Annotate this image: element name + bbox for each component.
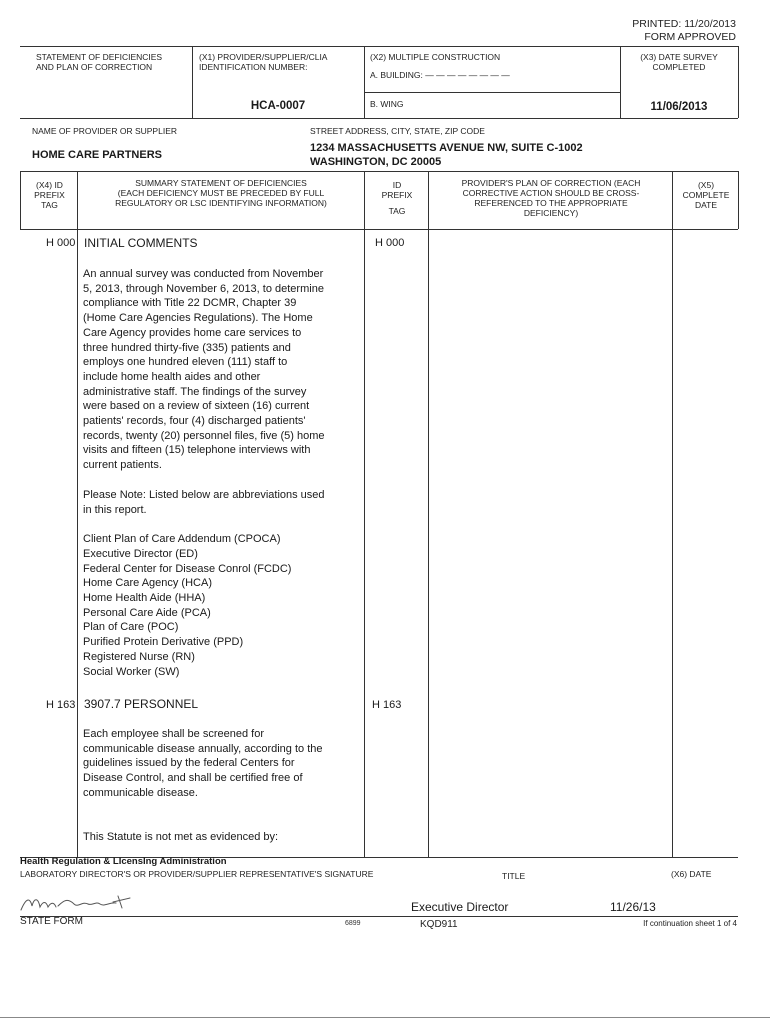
continuation-note: If continuation sheet 1 of 4 xyxy=(643,919,737,928)
abbrev-line: Executive Director (ED) xyxy=(83,547,198,560)
rule-col-right xyxy=(738,171,739,229)
personnel-title: 3907.7 PERSONNEL xyxy=(84,697,199,711)
form-number: 6899 xyxy=(345,920,361,927)
col-x5-header: (X5) COMPLETE DATE xyxy=(682,180,730,210)
statement-label: STATEMENT OF DEFICIENCIES AND PLAN OF CORRECTION xyxy=(36,52,163,72)
survey-completed-date: 11/06/2013 xyxy=(650,101,708,113)
abbrev-line: Purified Protein Derivative (PPD) xyxy=(83,636,244,649)
col-x4-header: (X4) ID PREFIX TAG xyxy=(34,180,65,210)
initial-comments-title: INITIAL COMMENTS xyxy=(84,236,198,250)
abbrev-line: Personal Care Aide (PCA) xyxy=(83,606,211,619)
text-line: communicable disease. xyxy=(83,786,198,799)
text-line: (Home Care Agencies Regulations). The Home xyxy=(83,312,313,325)
text-line: Each employee shall be screened for xyxy=(83,728,264,740)
x3-label: (X3) DATE SURVEY COMPLETED xyxy=(640,52,718,72)
col-tag-header: TAG xyxy=(388,206,406,216)
rule-columns-top xyxy=(20,171,738,172)
rule-top xyxy=(20,46,738,47)
text-line: Disease Control, and shall be certified free of xyxy=(83,772,303,785)
tag-h000-right: H 000 xyxy=(375,237,405,249)
col-summary-header: SUMMARY STATEMENT OF DEFICIENCIES (EACH DEFICIENCY MUST BE PRECEDED BY FULL REGULATORY OR LSC IDENTIFYING INFORMATION) xyxy=(115,178,327,208)
text-line: compliance with Title 22 DCMR, Chapter 39 xyxy=(83,297,297,310)
rule-x2-left xyxy=(364,46,365,118)
not-met-statement: This Statute is not met as evidenced by: xyxy=(83,831,279,843)
text-line: administrative staff. The findings of the survey xyxy=(83,385,307,398)
rule-col-left xyxy=(20,171,21,229)
page-bottom-edge xyxy=(0,1017,770,1018)
form-approved: FORM APPROVED xyxy=(644,31,736,43)
text-line: Care Agency provides home care services to xyxy=(83,326,302,339)
abbrev-line: Client Plan of Care Addendum (CPOCA) xyxy=(83,533,281,546)
rule-col-x4 xyxy=(77,171,78,857)
signature-image xyxy=(18,892,143,916)
personnel-text xyxy=(83,727,363,801)
rule-top-box-bottom xyxy=(20,118,738,119)
provider-name: HOME CARE PARTNERS xyxy=(32,149,162,161)
text-line: in this report. xyxy=(83,503,147,516)
abbrev-line: Home Care Agency (HCA) xyxy=(83,577,212,590)
text-line: current patients. xyxy=(83,459,162,472)
provider-name-label: NAME OF PROVIDER OR SUPPLIER xyxy=(32,126,177,136)
text-line: include home health aides and other xyxy=(83,370,261,383)
text-line: guidelines issued by the federal Centers for xyxy=(83,757,295,770)
event-id: KQD911 xyxy=(420,919,458,930)
signature-label: LABORATORY DIRECTOR'S OR PROVIDER/SUPPLIER REPRESENTATIVE'S SIGNATURE xyxy=(20,869,374,879)
col-id-header: ID PREFIX xyxy=(381,180,413,200)
wing-field: B. WING xyxy=(370,99,404,109)
abbrev-line: Social Worker (SW) xyxy=(83,665,180,678)
abbrev-line: Home Health Aide (HHA) xyxy=(83,592,206,605)
title-label: TITLE xyxy=(502,871,526,881)
text-line: three hundred thirty-five (335) patients and xyxy=(83,341,291,354)
text-line: records, twenty (20) personnel files, five (5) home xyxy=(83,429,325,442)
rule-footer-mid xyxy=(20,916,738,917)
x1-label: (X1) PROVIDER/SUPPLIER/CLIA IDENTIFICATION NUMBER: xyxy=(199,52,328,72)
rule-columns-bottom xyxy=(20,229,738,230)
address-line-1: 1234 MASSACHUSETTS AVENUE NW, SUITE C-1002 xyxy=(310,142,583,154)
x2-label: (X2) MULTIPLE CONSTRUCTION xyxy=(370,52,501,62)
signature-date: 11/26/13 xyxy=(610,900,656,914)
text-line: employs one hundred eleven (111) staff to xyxy=(83,356,288,369)
address-line-2: WASHINGTON, DC 20005 xyxy=(310,156,442,168)
rule-col-id xyxy=(428,171,429,857)
tag-h000-left: H 000 xyxy=(46,237,76,249)
rule-col-plan xyxy=(672,171,673,857)
state-form-label: STATE FORM xyxy=(20,916,83,927)
date-label: (X6) DATE xyxy=(671,869,712,879)
text-line: patients' records, four (4) discharged patients' xyxy=(83,415,306,428)
text-line: Please Note: Listed below are abbreviations used xyxy=(83,488,325,501)
rule-col-summary xyxy=(364,171,365,857)
tag-h163-right: H 163 xyxy=(372,699,402,711)
initial-comments-text xyxy=(83,267,363,679)
provider-id: HCA-0007 xyxy=(250,100,306,112)
text-line: An annual survey was conducted from November xyxy=(83,268,324,280)
address-label: STREET ADDRESS, CITY, STATE, ZIP CODE xyxy=(310,126,485,136)
printed-date: PRINTED: 11/20/2013 xyxy=(632,18,736,30)
rule-right-top xyxy=(738,46,739,118)
text-line: were based on a review of sixteen (16) current xyxy=(83,400,310,413)
rule-building xyxy=(364,92,620,93)
col-plan-header: PROVIDER'S PLAN OF CORRECTION (EACH CORRECTIVE ACTION SHOULD BE CROSS- REFERENCED TO THE APPROPRIATE DEFICIENCY) xyxy=(461,178,641,218)
abbrev-line: Federal Center for Disease Conrol (FCDC) xyxy=(83,562,292,575)
text-line: 5, 2013, through November 6, 2013, to determine xyxy=(83,282,324,295)
agency-name: Health Regulation & LIcensIng Administration xyxy=(20,856,227,867)
text-line: communicable disease annually, according to the xyxy=(83,742,323,755)
abbrev-line: Plan of Care (POC) xyxy=(83,621,179,634)
tag-h163-left: H 163 xyxy=(46,699,76,711)
building-field: A. BUILDING: — — — — — — — — xyxy=(370,70,510,80)
abbrev-line: Registered Nurse (RN) xyxy=(83,650,195,663)
text-line: visits and fifteen (15) telephone interviews with xyxy=(83,444,311,457)
signer-title: Executive Director xyxy=(411,900,509,914)
